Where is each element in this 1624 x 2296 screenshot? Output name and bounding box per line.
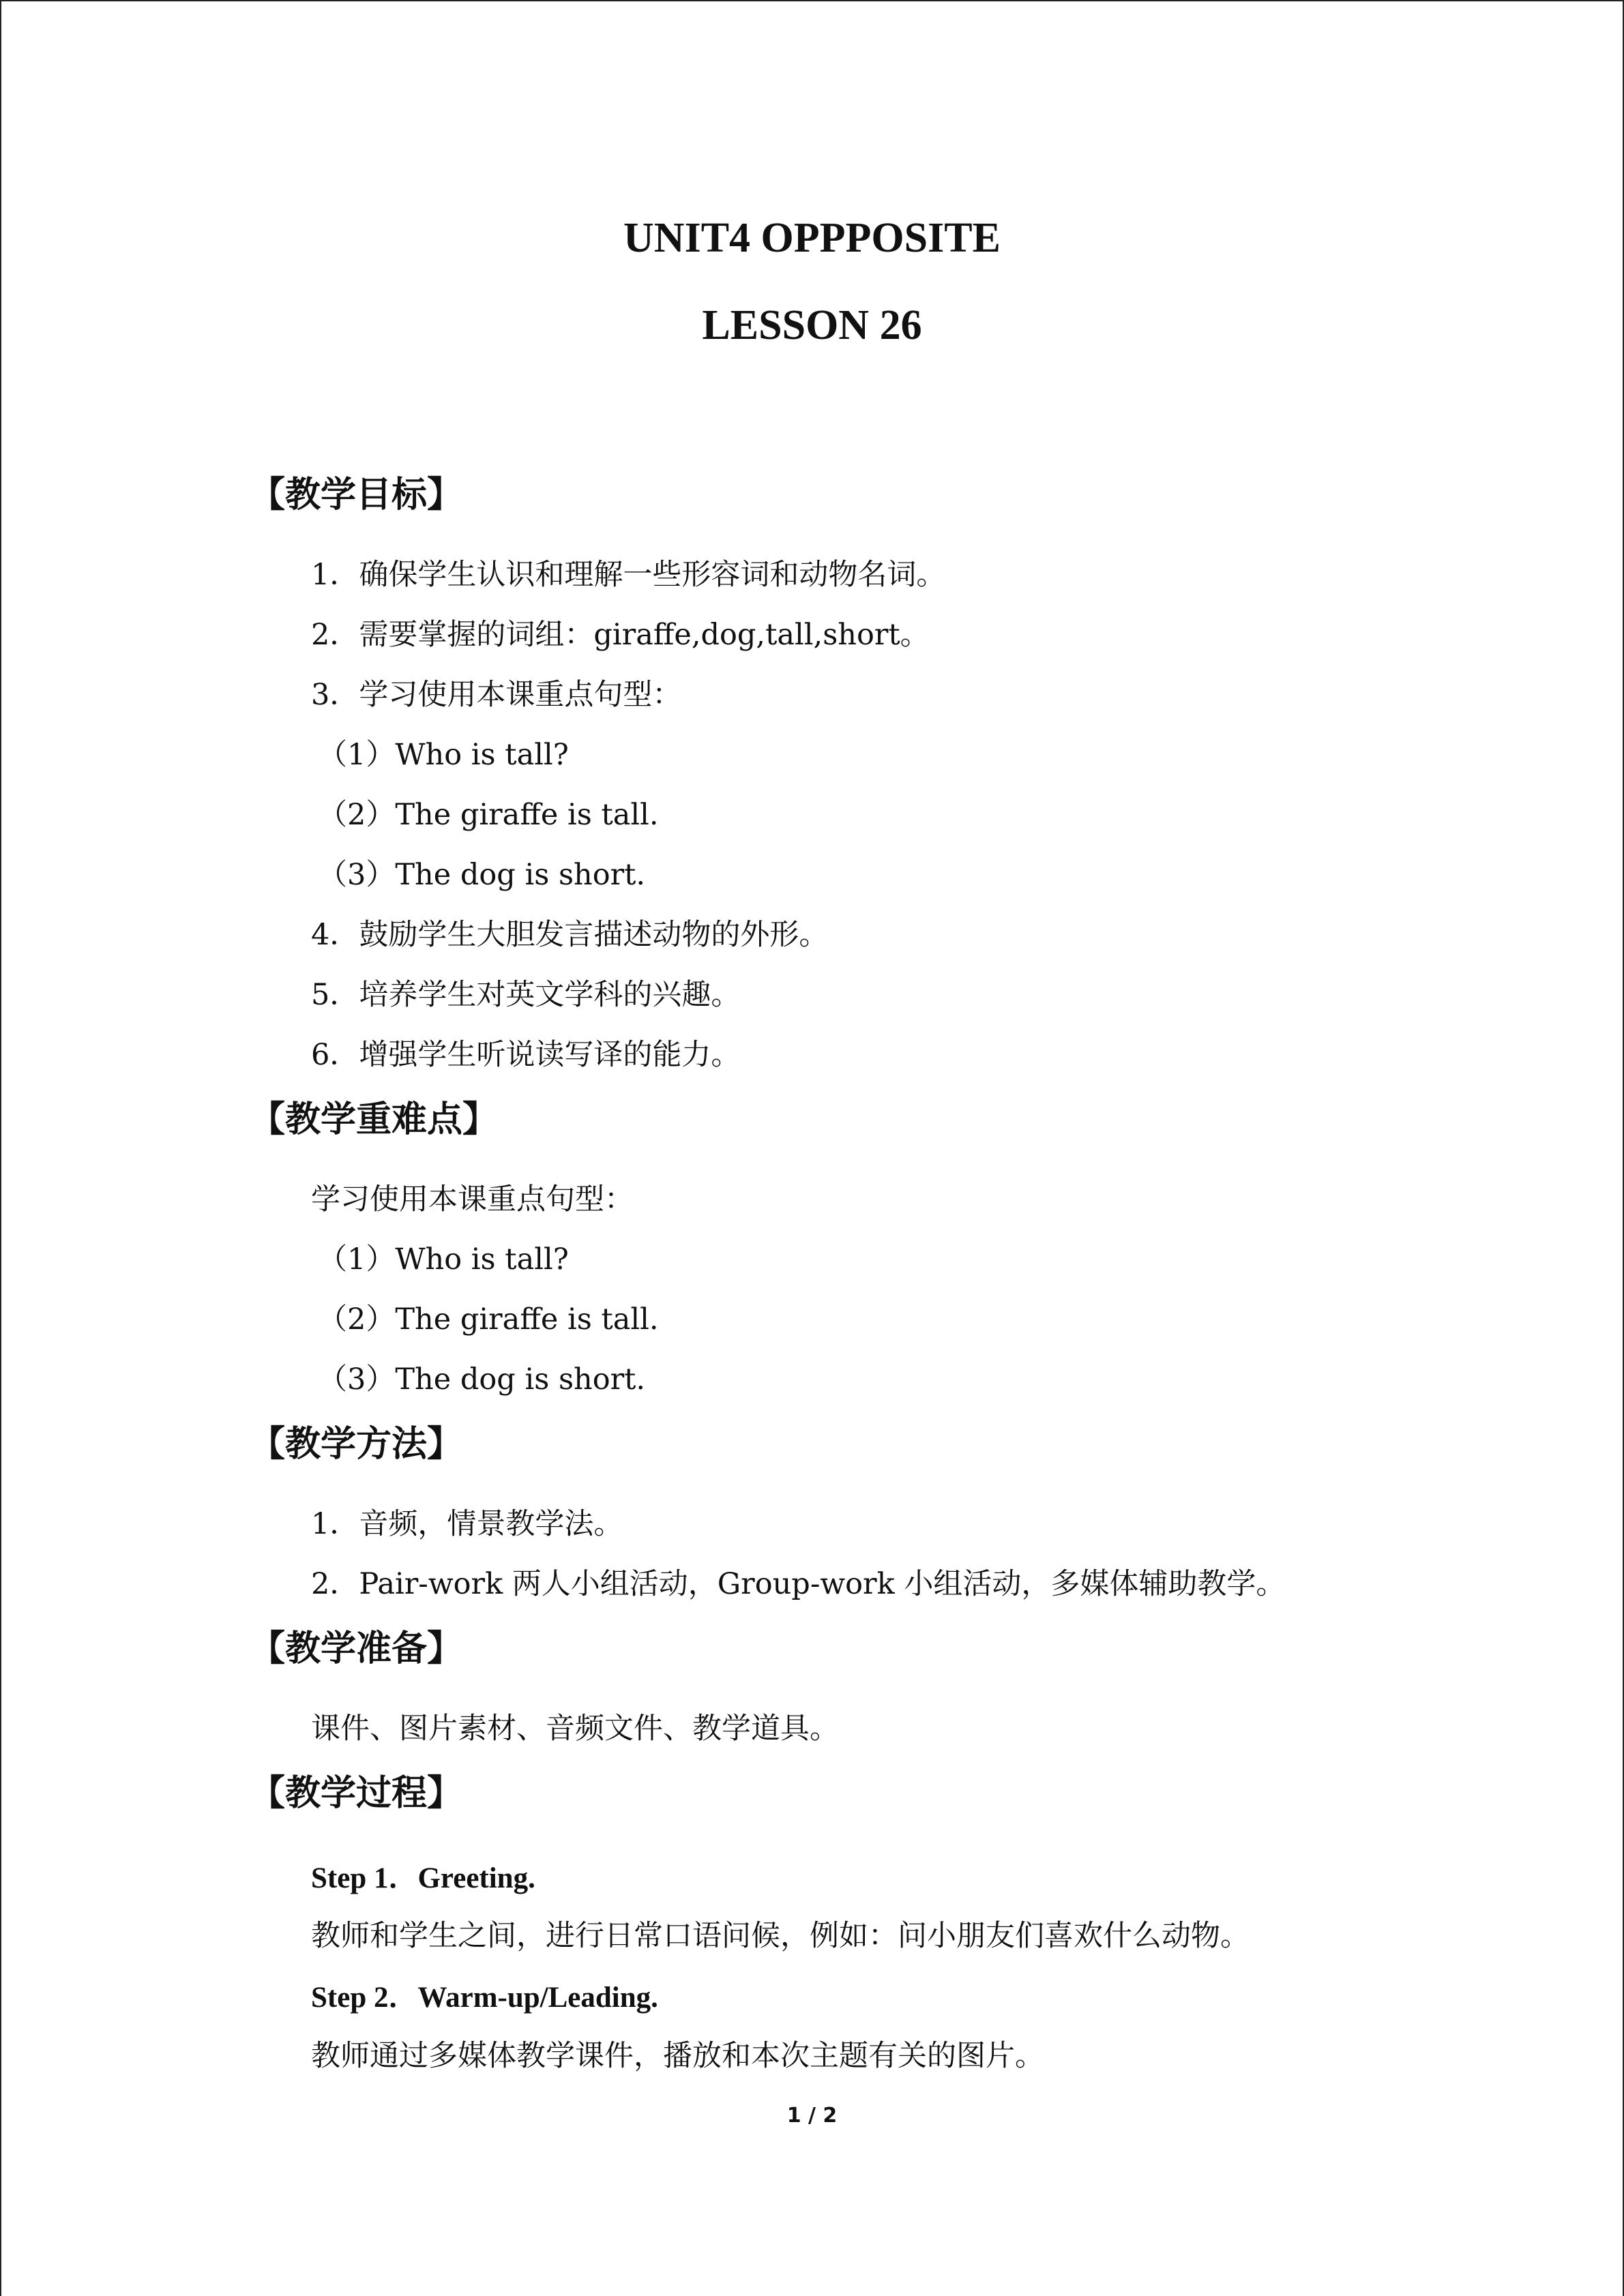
objective-item: 2．需要掌握的词组：giraffe,dog,tall,short。 <box>311 618 930 652</box>
key-point-item: 学习使用本课重点句型： <box>311 1182 634 1217</box>
method-item: 1．音频，情景教学法。 <box>311 1507 623 1541</box>
objective-item: 3．学习使用本课重点句型： <box>311 678 682 712</box>
objective-sub-item: （2）The giraffe is tall. <box>318 798 659 832</box>
objective-item: 6．增强学生听说读写译的能力。 <box>311 1038 741 1072</box>
step-title: Step 2．Warm-up/Leading. <box>311 1982 658 2014</box>
process-heading: 【教学过程】 <box>250 1773 463 1814</box>
methods-heading: 【教学方法】 <box>250 1424 463 1465</box>
objective-item: 5．培养学生对英文学科的兴趣。 <box>311 978 741 1012</box>
preparation-item: 课件、图片素材、音频文件、教学道具。 <box>311 1712 839 1746</box>
unit-title: UNIT4 OPPPOSITE <box>623 215 1001 261</box>
key-point-sub-item: （1）Who is tall? <box>318 1242 569 1277</box>
preparation-heading: 【教学准备】 <box>250 1628 463 1669</box>
step-text: 教师和学生之间，进行日常口语问候，例如：问小朋友们喜欢什么动物。 <box>311 1919 1250 1953</box>
key-points-heading: 【教学重难点】 <box>250 1099 499 1140</box>
lesson-title: LESSON 26 <box>702 302 922 348</box>
key-point-sub-item: （3）The dog is short. <box>318 1362 646 1397</box>
step-text: 教师通过多媒体教学课件，播放和本次主题有关的图片。 <box>311 2039 1044 2073</box>
objectives-heading: 【教学目标】 <box>250 475 463 516</box>
objective-sub-item: （3）The dog is short. <box>318 858 646 892</box>
objective-item: 1．确保学生认识和理解一些形容词和动物名词。 <box>311 558 946 592</box>
objective-sub-item: （1）Who is tall? <box>318 738 569 772</box>
objective-item: 4．鼓励学生大胆发言描述动物的外形。 <box>311 918 829 952</box>
step-title: Step 1．Greeting. <box>311 1862 535 1894</box>
method-item: 2．Pair-work 两人小组活动，Group-work 小组活动，多媒体辅助教学。 <box>311 1567 1286 1601</box>
key-point-sub-item: （2）The giraffe is tall. <box>318 1302 659 1337</box>
page-number: 1 / 2 <box>786 2104 838 2128</box>
